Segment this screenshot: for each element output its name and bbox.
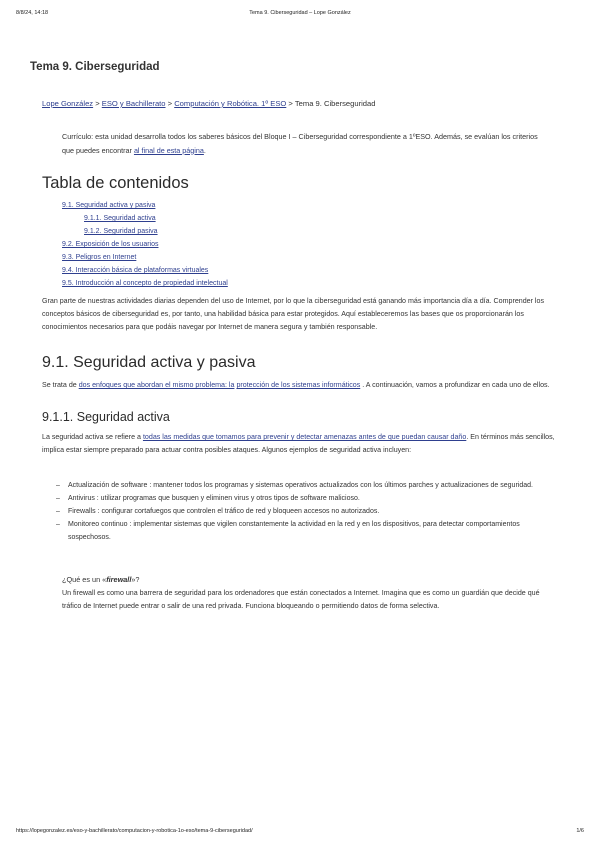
s91-text-end: . A continuación, vamos a profundizar en cada uno de ellos. (360, 381, 550, 389)
list-item (56, 492, 556, 505)
breadcrumb-link-eso[interactable]: ESO y Bachillerato (101, 99, 166, 108)
breadcrumb-separator: > (288, 99, 293, 108)
toc-item (62, 264, 228, 277)
breadcrumb-current: Tema 9. Ciberseguridad (294, 99, 376, 108)
toc-link-9-3[interactable]: 9.3. Peligros en Internet (62, 254, 137, 261)
toc-heading: Tabla de contenidos (42, 174, 189, 192)
bullet-dash: – (56, 521, 60, 528)
bullet-dash: – (56, 482, 60, 489)
list-item-text: Firewalls : configurar cortafuegos que controlen el tráfico de red y bloqueen accesos no autorizados. (68, 508, 380, 515)
section-9-1-1-heading: 9.1.1. Seguridad activa (42, 410, 170, 424)
section-9-1-heading: 9.1. Seguridad activa y pasiva (42, 354, 256, 371)
page-url: https://lopegonzalez.es/eso-y-bachillerato/computacion-y-robotica-1o-eso/tema-9-ciberseguridad/ (16, 828, 253, 834)
list-item-text: Antivirus : utilizar programas que busquen y eliminen virus y otros tipos de software malicioso. (68, 495, 360, 502)
site-title: Tema 9. Ciberseguridad (30, 61, 160, 73)
toc-link-9-1-1[interactable]: 9.1.1. Seguridad activa (84, 215, 156, 222)
breadcrumb (42, 99, 375, 108)
breadcrumb-link-course[interactable]: Computación y Robótica. 1º ESO (174, 99, 287, 108)
list-item (56, 518, 556, 544)
list-item (56, 479, 556, 492)
section-9-1-1-paragraph (42, 431, 562, 457)
print-header (16, 10, 584, 20)
firewall-question (62, 575, 140, 584)
print-date: 8/8/24, 14:18 (16, 10, 49, 16)
s911-link-medidas[interactable]: todas las medidas que tomamos para prevenir y detectar amenazas antes de que puedan causar daño (142, 433, 467, 441)
s911-text-end: . En términos más sencillos, implica estar siempre preparado para actuar contra posibles ataques. Algunos ejemplos de seguridad activa incluyen: (42, 433, 555, 455)
toc-link-9-2[interactable]: 9.2. Exposición de los usuarios (62, 241, 159, 248)
breadcrumb-link-home[interactable]: Lope González (42, 99, 94, 108)
firewall-definition: Un firewall es como una barrera de seguridad para los ordenadores que están conectados a Internet. Imagina que es como un guardián que decide qué tráfico de Internet puede entrar o salir de una red privada. Funciona bloqueando o permitiendo datos de forma selectiva. (62, 589, 540, 611)
toc-item (62, 199, 228, 212)
firewall-q-end: »? (131, 575, 140, 584)
print-footer (16, 828, 584, 838)
section-9-1-paragraph (42, 379, 562, 392)
curriculo-text: : esta unidad desarrolla todos los saberes básicos del Bloque I – Ciberseguridad correspondiente a 1ºESO. Además, se evalúan los criterios que puedes encontrar (62, 132, 538, 155)
curriculo-end: . (203, 145, 206, 155)
toc-item (62, 251, 228, 264)
s91-text-start: Se trata de (42, 381, 79, 389)
page-number: 1/6 (576, 828, 584, 834)
list-item-text: Monitoreo continuo : implementar sistemas que vigilen constantemente la actividad en la red y en los dispositivos, para detectar comportamientos sospechosos. (68, 521, 520, 541)
toc-item (62, 277, 228, 290)
s911-text-start: La seguridad activa se refiere a (42, 433, 143, 441)
firewall-q-start: ¿Qué es un « (62, 575, 107, 584)
list-item-text: Actualización de software : mantener todos los programas y sistemas operativos actualizados con los últimos parches y actualizaciones de seguridad. (68, 482, 533, 489)
curriculo-label: Currículo (62, 132, 92, 141)
bullet-dash: – (56, 495, 60, 502)
s91-link-enfoques[interactable]: dos enfoques que abordan el mismo problema: la (78, 381, 235, 389)
print-title: Tema 9. Ciberseguridad – Lope González (249, 10, 351, 16)
bullet-dash: – (56, 508, 60, 515)
toc-item (62, 238, 228, 251)
breadcrumb-separator: > (167, 99, 173, 108)
curriculo-note (62, 130, 542, 157)
toc-link-9-5[interactable]: 9.5. Introducción al concepto de propiedad intelectual (62, 280, 228, 287)
table-of-contents (62, 199, 228, 290)
toc-link-9-4[interactable]: 9.4. Interacción básica de plataformas virtuales (62, 267, 209, 274)
list-item (56, 505, 556, 518)
toc-item (62, 225, 228, 238)
criteria-link[interactable]: al final de esta página (133, 145, 204, 155)
active-security-examples (56, 479, 556, 544)
breadcrumb-separator: > (95, 99, 100, 108)
toc-link-9-1[interactable]: 9.1. Seguridad activa y pasiva (62, 202, 156, 209)
toc-link-9-1-2[interactable]: 9.1.2. Seguridad pasiva (84, 228, 158, 235)
s91-link-proteccion[interactable]: protección de los sistemas informáticos (236, 381, 361, 389)
firewall-term: firewall (106, 575, 132, 584)
toc-item (62, 212, 228, 225)
intro-paragraph: Gran parte de nuestras actividades diarias dependen del uso de Internet, por lo que la ciberseguridad está ganando más importancia día a día. Comprender los conceptos básicos de ciberseguridad es, por tanto, una habilidad básica para estar protegidos. Aquí estableceremos las bases que os proporcionarán los conocimientos necesarios para que podáis navegar por Internet de manera segura y también responsable. (42, 297, 544, 332)
